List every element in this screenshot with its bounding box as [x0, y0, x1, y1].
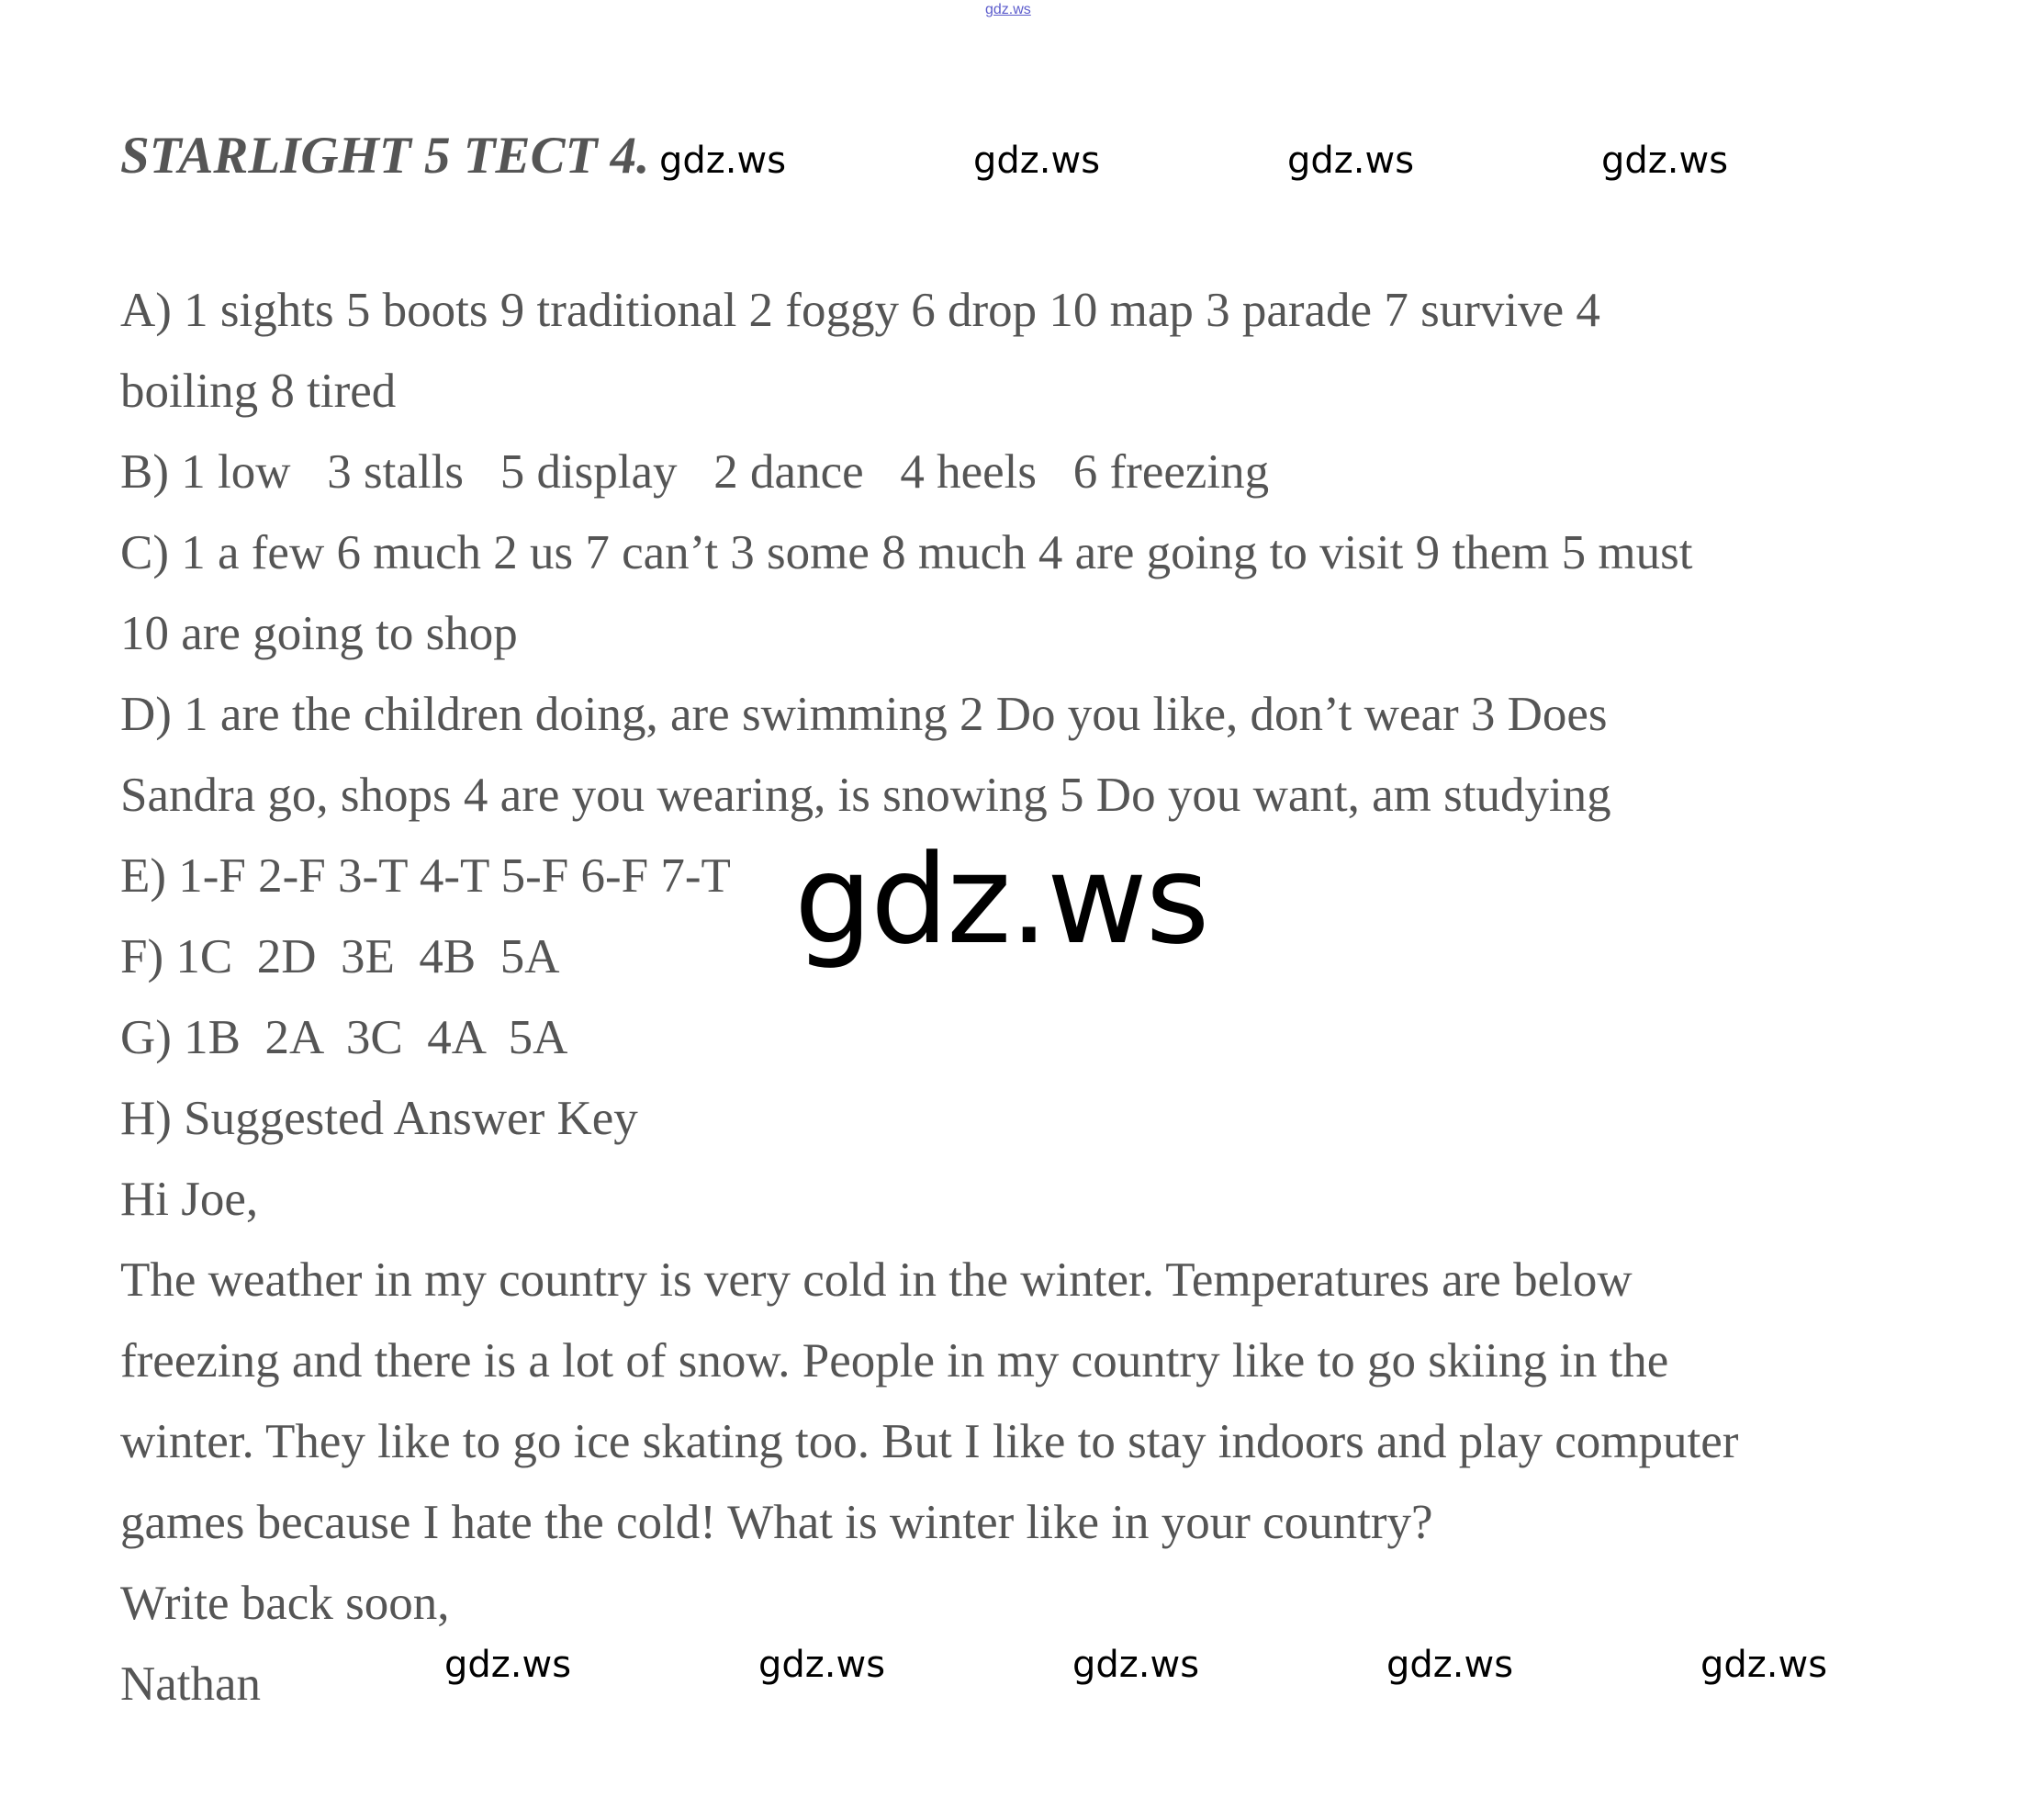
answer-line-g: G) 1B 2A 3C 4A 5A	[120, 1011, 568, 1064]
letter-body-line: freezing and there is a lot of snow. People in my country like to go skiing in the	[120, 1334, 1669, 1387]
letter-body-line: winter. They like to go ice skating too. But I like to stay indoors and play computer	[120, 1415, 1739, 1468]
answer-line-a-cont: boiling 8 tired	[120, 365, 397, 418]
answer-line-c: C) 1 a few 6 much 2 us 7 can’t 3 some 8 much 4 are going to visit 9 them 5 must	[120, 526, 1693, 579]
answer-line-c-cont: 10 are going to shop	[120, 607, 518, 660]
letter-body-line: games because I hate the cold! What is winter like in your country?	[120, 1496, 1433, 1549]
answer-line-f: F) 1C 2D 3E 4B 5A	[120, 930, 560, 983]
header-watermark: gdz.ws	[1287, 140, 1415, 182]
answer-line-d: D) 1 are the children doing, are swimming 2 Do you like, don’t wear 3 Does	[120, 688, 1608, 741]
footer-watermark: gdz.ws	[444, 1644, 572, 1686]
center-watermark: gdz.ws	[794, 828, 1208, 972]
answer-line-h: H) Suggested Answer Key	[120, 1092, 638, 1145]
answer-line-a: A) 1 sights 5 boots 9 traditional 2 foggy 6 drop 10 map 3 parade 7 survive 4	[120, 284, 1600, 337]
footer-watermark: gdz.ws	[1700, 1644, 1828, 1686]
answer-line-e: E) 1-F 2-F 3-T 4-T 5-F 6-F 7-T	[120, 849, 731, 903]
header-watermark: gdz.ws	[973, 140, 1101, 182]
footer-watermark: gdz.ws	[1072, 1644, 1200, 1686]
answer-line-d-cont: Sandra go, shops 4 are you wearing, is snowing 5 Do you want, am studying	[120, 769, 1611, 822]
letter-closing: Write back soon,	[120, 1577, 450, 1630]
letter-signature: Nathan	[120, 1657, 262, 1711]
footer-watermark: gdz.ws	[1386, 1644, 1514, 1686]
header-watermark: gdz.ws	[659, 140, 787, 182]
letter-body-line: The weather in my country is very cold in the winter. Temperatures are below	[120, 1253, 1633, 1307]
letter-greeting: Hi Joe,	[120, 1173, 259, 1226]
header-watermark: gdz.ws	[1601, 140, 1729, 182]
answer-line-b: B) 1 low 3 stalls 5 display 2 dance 4 heels 6 freezing	[120, 445, 1270, 499]
page-title: STARLIGHT 5 TECT 4.	[120, 127, 650, 185]
top-watermark: gdz.ws	[985, 2, 1031, 17]
footer-watermark: gdz.ws	[758, 1644, 886, 1686]
